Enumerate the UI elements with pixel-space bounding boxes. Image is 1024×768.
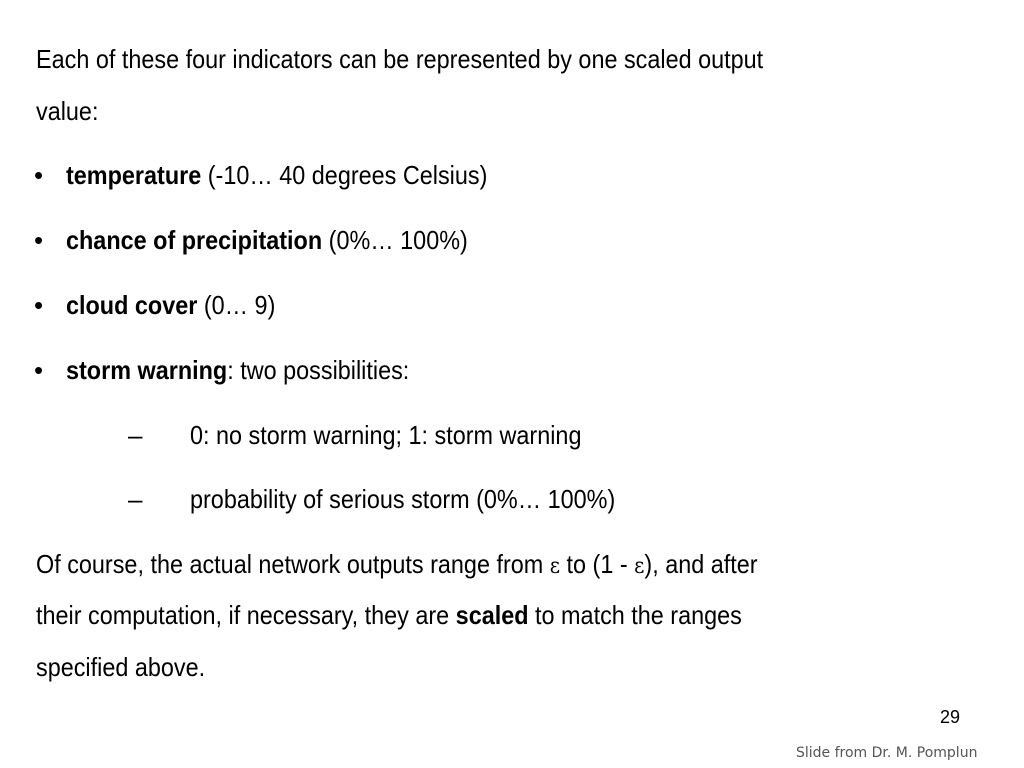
sub-item-text: 0: no storm warning; 1: storm warning	[190, 420, 582, 450]
bullet-detail: (0… 9)	[197, 290, 276, 320]
bullet-detail: (-10… 40 degrees Celsius)	[201, 160, 488, 190]
epsilon-symbol: ε	[549, 554, 561, 579]
sub-dash: –	[128, 420, 143, 450]
slide-credit: Slide from Dr. M. Pomplun	[796, 745, 978, 761]
conclusion-bold-term: scaled	[455, 600, 529, 630]
bullet-marker: •	[34, 290, 44, 320]
bullet-text	[66, 160, 487, 190]
page-number: 29	[940, 707, 961, 727]
sub-item-text: probability of serious storm (0%… 100%)	[190, 484, 616, 514]
bullet-term: chance of precipitation	[66, 225, 323, 255]
conclusion-text: their computation, if necessary, they are	[36, 600, 456, 630]
bullet-detail: : two possibilities:	[227, 355, 410, 385]
bullet-text	[66, 355, 409, 385]
bullet-marker: •	[34, 355, 44, 385]
intro-line-1: Each of these four indicators can be represented by one scaled output	[36, 44, 764, 74]
sub-dash: –	[128, 484, 143, 514]
bullet-detail: (0%… 100%)	[322, 225, 468, 255]
conclusion-line-1	[36, 549, 758, 582]
epsilon-symbol: ε	[634, 554, 645, 579]
conclusion-line-3: specified above.	[36, 652, 206, 682]
bullet-text	[66, 290, 275, 320]
conclusion-text: to (1 -	[560, 549, 635, 579]
conclusion-text: Of course, the actual network outputs range from	[36, 549, 550, 579]
bullet-marker: •	[34, 225, 44, 255]
conclusion-line-2	[36, 600, 742, 630]
bullet-term: temperature	[66, 160, 202, 190]
bullet-term: storm warning	[66, 355, 228, 385]
conclusion-text: to match the ranges	[528, 600, 742, 630]
bullet-term: cloud cover	[66, 290, 198, 320]
bullet-marker: •	[34, 160, 44, 190]
conclusion-text: ), and after	[644, 549, 758, 579]
intro-line-2: value:	[36, 96, 99, 126]
bullet-text	[66, 225, 468, 255]
